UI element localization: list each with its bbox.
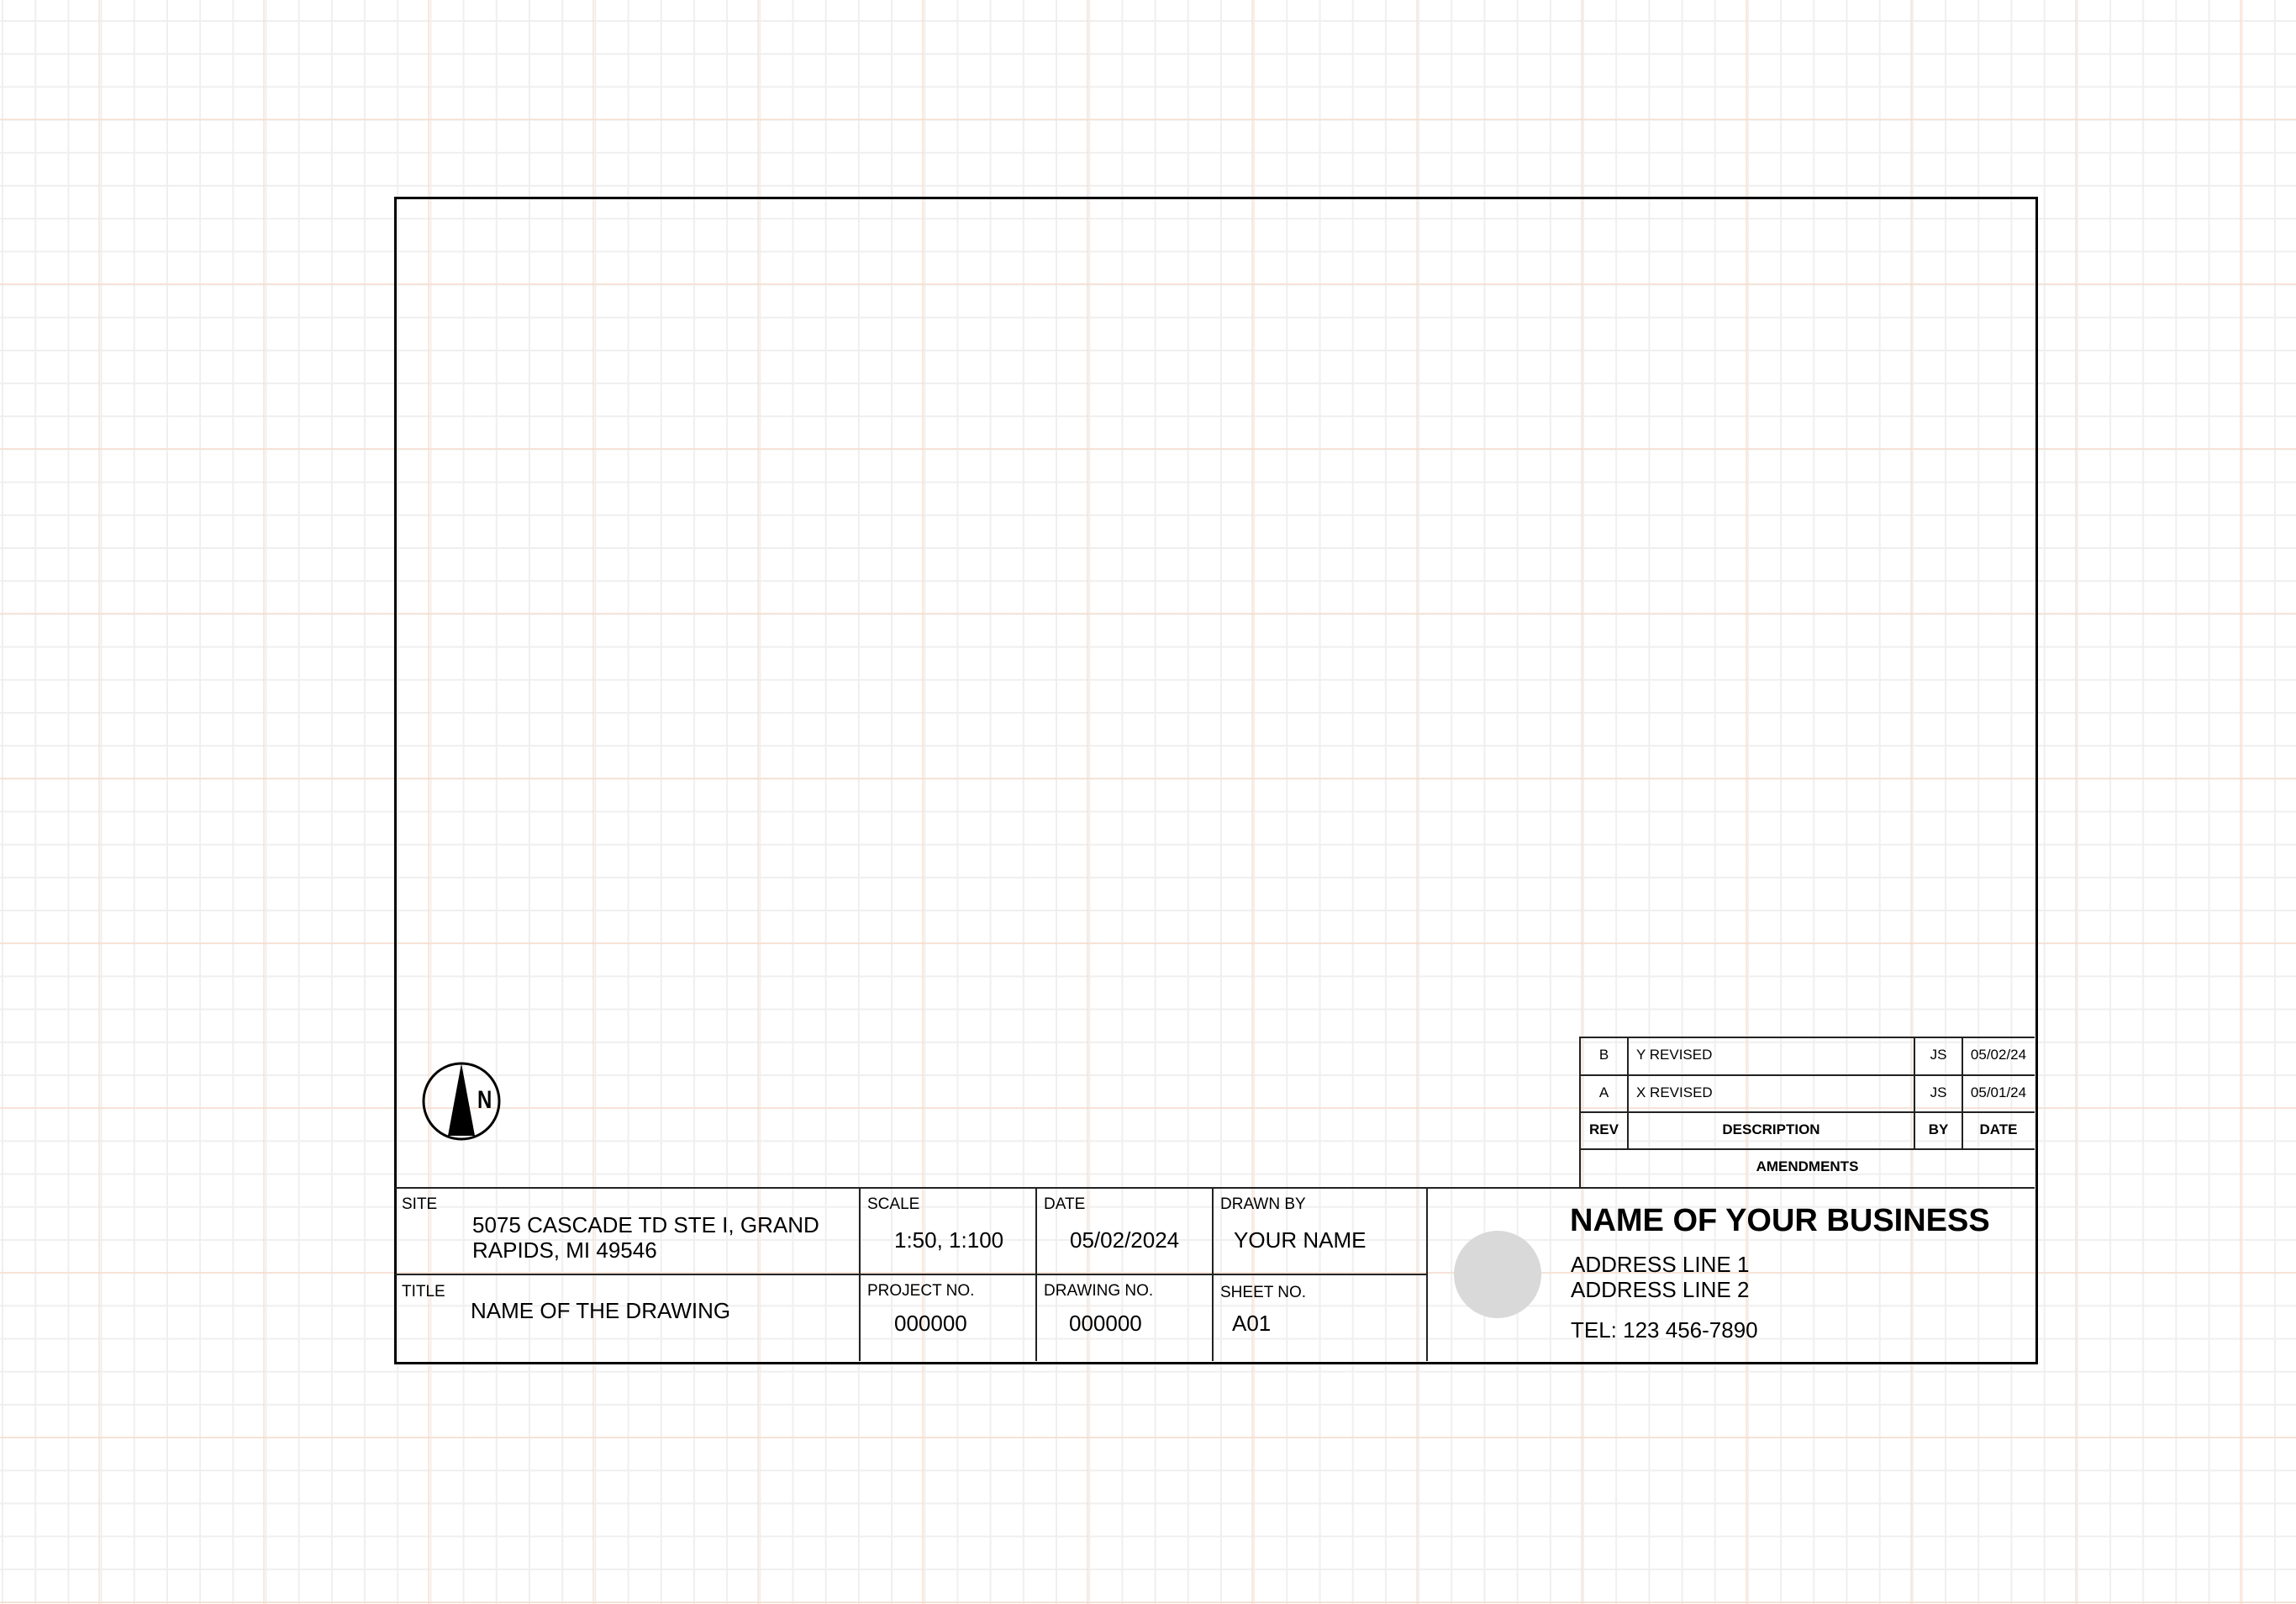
title-value: NAME OF THE DRAWING — [471, 1298, 731, 1323]
sheet-no-value: A01 — [1232, 1311, 1272, 1336]
drawn-by-label: DRAWN BY — [1220, 1195, 1306, 1213]
by-header: BY — [1928, 1121, 1949, 1137]
rev-header: REV — [1589, 1121, 1619, 1137]
sheet-no-label: SHEET NO. — [1220, 1284, 1307, 1301]
site-value-line1: 5075 CASCADE TD STE I, GRAND — [472, 1212, 819, 1237]
drawing-no-label: DRAWING NO. — [1044, 1282, 1154, 1300]
north-arrow — [420, 1060, 504, 1144]
rev-cell: A — [1598, 1084, 1609, 1100]
project-no-label: PROJECT NO. — [867, 1282, 975, 1300]
date-header: DATE — [1979, 1121, 2018, 1137]
date-cell: 05/02/24 — [1970, 1047, 2027, 1063]
site-label: SITE — [402, 1195, 438, 1213]
by-cell: JS — [1930, 1047, 1947, 1063]
drawing-no-value: 000000 — [1069, 1311, 1142, 1336]
logo-placeholder-icon — [1454, 1231, 1541, 1318]
by-cell: JS — [1930, 1084, 1947, 1100]
amendments-title: AMENDMENTS — [1756, 1158, 1859, 1174]
project-no-value: 000000 — [894, 1311, 967, 1336]
business-name: NAME OF YOUR BUSINESS — [1570, 1203, 1990, 1238]
drawing-frame — [394, 197, 2038, 1364]
description-cell: Y REVISED — [1636, 1047, 1713, 1063]
date-label: DATE — [1044, 1195, 1086, 1213]
scale-label: SCALE — [867, 1195, 920, 1213]
description-header: DESCRIPTION — [1722, 1121, 1820, 1137]
site-value-line2: RAPIDS, MI 49546 — [472, 1237, 657, 1263]
north-label: N — [477, 1086, 492, 1114]
drawn-by-value: YOUR NAME — [1234, 1227, 1367, 1253]
rev-cell: B — [1598, 1047, 1609, 1063]
address-line-1: ADDRESS LINE 1 — [1571, 1252, 1750, 1277]
scale-value: 1:50, 1:100 — [894, 1227, 1004, 1253]
date-value: 05/02/2024 — [1070, 1227, 1180, 1253]
address-line-2: ADDRESS LINE 2 — [1571, 1277, 1750, 1302]
description-cell: X REVISED — [1636, 1084, 1713, 1100]
title-label: TITLE — [402, 1283, 445, 1301]
date-cell: 05/01/24 — [1970, 1084, 2027, 1100]
business-tel: TEL: 123 456-7890 — [1571, 1317, 1758, 1343]
